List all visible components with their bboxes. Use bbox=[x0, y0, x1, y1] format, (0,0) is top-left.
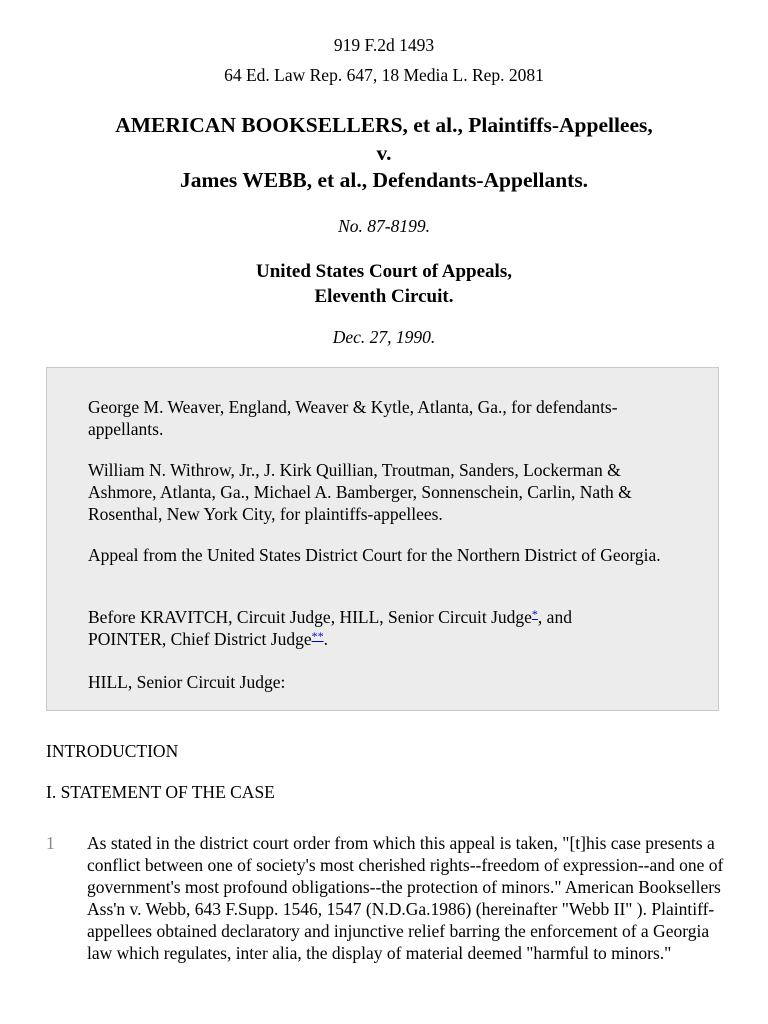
caption-defendants: James WEBB, et al., Defendants-Appellants. bbox=[179, 168, 589, 192]
appeal-from: Appeal from the United States District Court for the Northern District of Georgia. bbox=[88, 545, 661, 565]
heading-introduction: INTRODUCTION bbox=[46, 741, 179, 761]
case-caption bbox=[0, 112, 768, 195]
panel-end: . bbox=[323, 629, 328, 649]
panel-and: , and bbox=[537, 607, 572, 627]
opinion-author: HILL, Senior Circuit Judge: bbox=[88, 672, 286, 692]
footnote-link-1[interactable]: * bbox=[531, 607, 538, 621]
counsel-box bbox=[46, 367, 719, 711]
docket-number: No. 87-8199. bbox=[338, 216, 430, 236]
caption-versus: v. bbox=[376, 140, 392, 165]
parallel-citations: 64 Ed. Law Rep. 647, 18 Media L. Rep. 2081 bbox=[224, 65, 544, 85]
court-name-line2: Eleventh Circuit. bbox=[314, 286, 454, 307]
panel-before: Before KRAVITCH, Circuit Judge, HILL, Senior Circuit Judge bbox=[88, 607, 532, 627]
counsel-plaintiffs: William N. Withrow, Jr., J. Kirk Quillian, Troutman, Sanders, Lockerman & Ashmore, Atlanta, Ga., Michael A. Bamberger, Sonnenschein, Carlin, Nath & Rosenthal, New York City, for plaintiffs-appellees. bbox=[88, 460, 632, 524]
counsel-defendants: George M. Weaver, England, Weaver & Kytle, Atlanta, Ga., for defendants-appellants. bbox=[88, 397, 618, 439]
caption-plaintiffs: AMERICAN BOOKSELLERS, et al., Plaintiffs-Appellees, bbox=[115, 113, 653, 137]
paragraph-text: As stated in the district court order from which this appeal is taken, "[t]his case presents a conflict between one of society's most cherished rights--freedom of expression--and one of government's most profound obligations--the protection of minors." American Booksellers Ass'n v. Webb, 643 F.Supp. 1546, 1547 (N.D.Ga.1986) (hereinafter "Webb II" ). Plaintiff-appellees obtained declaratory and injunctive relief barring the enforcement of a Georgia law which regulates, inter alia, the display of material deemed "harmful to minors." bbox=[87, 833, 724, 963]
panel-judges bbox=[88, 606, 688, 650]
decision-date: Dec. 27, 1990. bbox=[332, 327, 436, 347]
heading-statement-of-case: I. STATEMENT OF THE CASE bbox=[46, 782, 275, 802]
paragraph-number: 1 bbox=[46, 833, 55, 853]
court-name-line1: United States Court of Appeals, bbox=[256, 261, 512, 282]
reporter-citation: 919 F.2d 1493 bbox=[333, 35, 435, 55]
footnote-link-2[interactable]: ** bbox=[311, 629, 324, 643]
court-name bbox=[0, 259, 768, 309]
panel-pointer: POINTER, Chief District Judge bbox=[88, 629, 312, 649]
